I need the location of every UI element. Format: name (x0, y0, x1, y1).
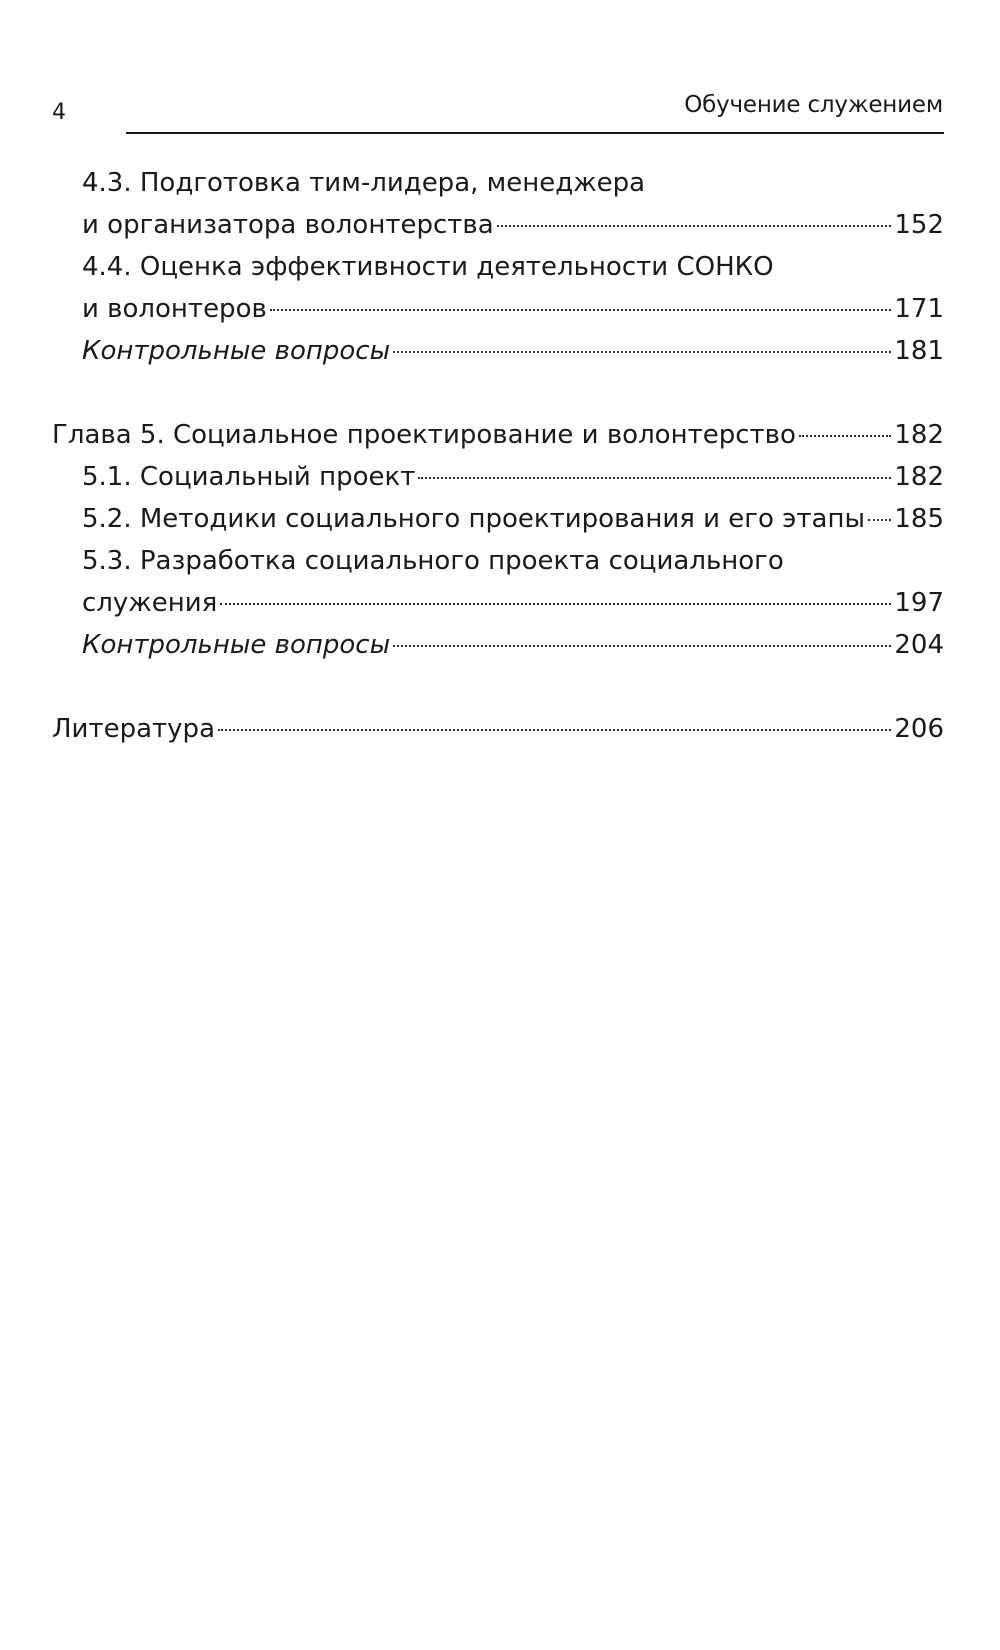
toc-entry-4-3[interactable] (52, 162, 944, 246)
table-of-contents (52, 162, 944, 750)
toc-entry-chapter-5[interactable] (52, 414, 944, 456)
dot-leader (220, 603, 891, 605)
toc-entry-title: Литература (52, 714, 215, 744)
toc-entry-title-line: 4.4. Оценка эффективности деятельности СОНКО (82, 252, 774, 282)
dot-leader (393, 645, 891, 647)
toc-entry-title: Глава 5. Социальное проектирование и волонтерство (52, 420, 796, 450)
toc-page-number: 181 (894, 336, 944, 366)
toc-page-number: 206 (894, 714, 944, 744)
toc-entry-title: 5.2. Методики социального проектирования и его этапы (82, 504, 865, 534)
toc-entry-questions-5[interactable] (52, 624, 944, 666)
toc-page-number: 204 (894, 630, 944, 660)
toc-page-number: 197 (894, 588, 944, 618)
toc-entry-title-line: служения (82, 588, 218, 618)
dot-leader (393, 351, 891, 353)
toc-page-number: 171 (894, 294, 944, 324)
dot-leader (497, 225, 892, 227)
toc-entry-title: 5.1. Социальный проект (82, 462, 416, 492)
dot-leader (270, 309, 892, 311)
toc-entry-4-4[interactable] (52, 246, 944, 330)
toc-entry-5-3[interactable] (52, 540, 944, 624)
toc-entry-title: Контрольные вопросы (82, 630, 391, 660)
toc-page-number: 185 (894, 504, 944, 534)
toc-page-number: 182 (894, 420, 944, 450)
toc-page-number: 182 (894, 462, 944, 492)
toc-entry-questions-4[interactable] (52, 330, 944, 372)
header-rule (126, 132, 944, 134)
toc-entry-title: Контрольные вопросы (82, 336, 391, 366)
toc-entry-title-line: 4.3. Подготовка тим-лидера, менеджера (82, 168, 646, 198)
toc-entry-title-line: 5.3. Разработка социального проекта социального (82, 546, 784, 576)
toc-entry-5-1[interactable] (52, 456, 944, 498)
dot-leader (218, 729, 891, 731)
toc-entry-literature[interactable] (52, 708, 944, 750)
toc-entry-title-line: и волонтеров (82, 294, 267, 324)
page-number: 4 (52, 100, 66, 125)
dot-leader (799, 435, 891, 437)
running-title: Обучение служением (684, 92, 943, 118)
toc-entry-5-2[interactable] (52, 498, 944, 540)
toc-page-number: 152 (894, 210, 944, 240)
toc-entry-title-line: и организатора волонтерства (82, 210, 494, 240)
dot-leader (868, 519, 891, 521)
dot-leader (418, 477, 891, 479)
